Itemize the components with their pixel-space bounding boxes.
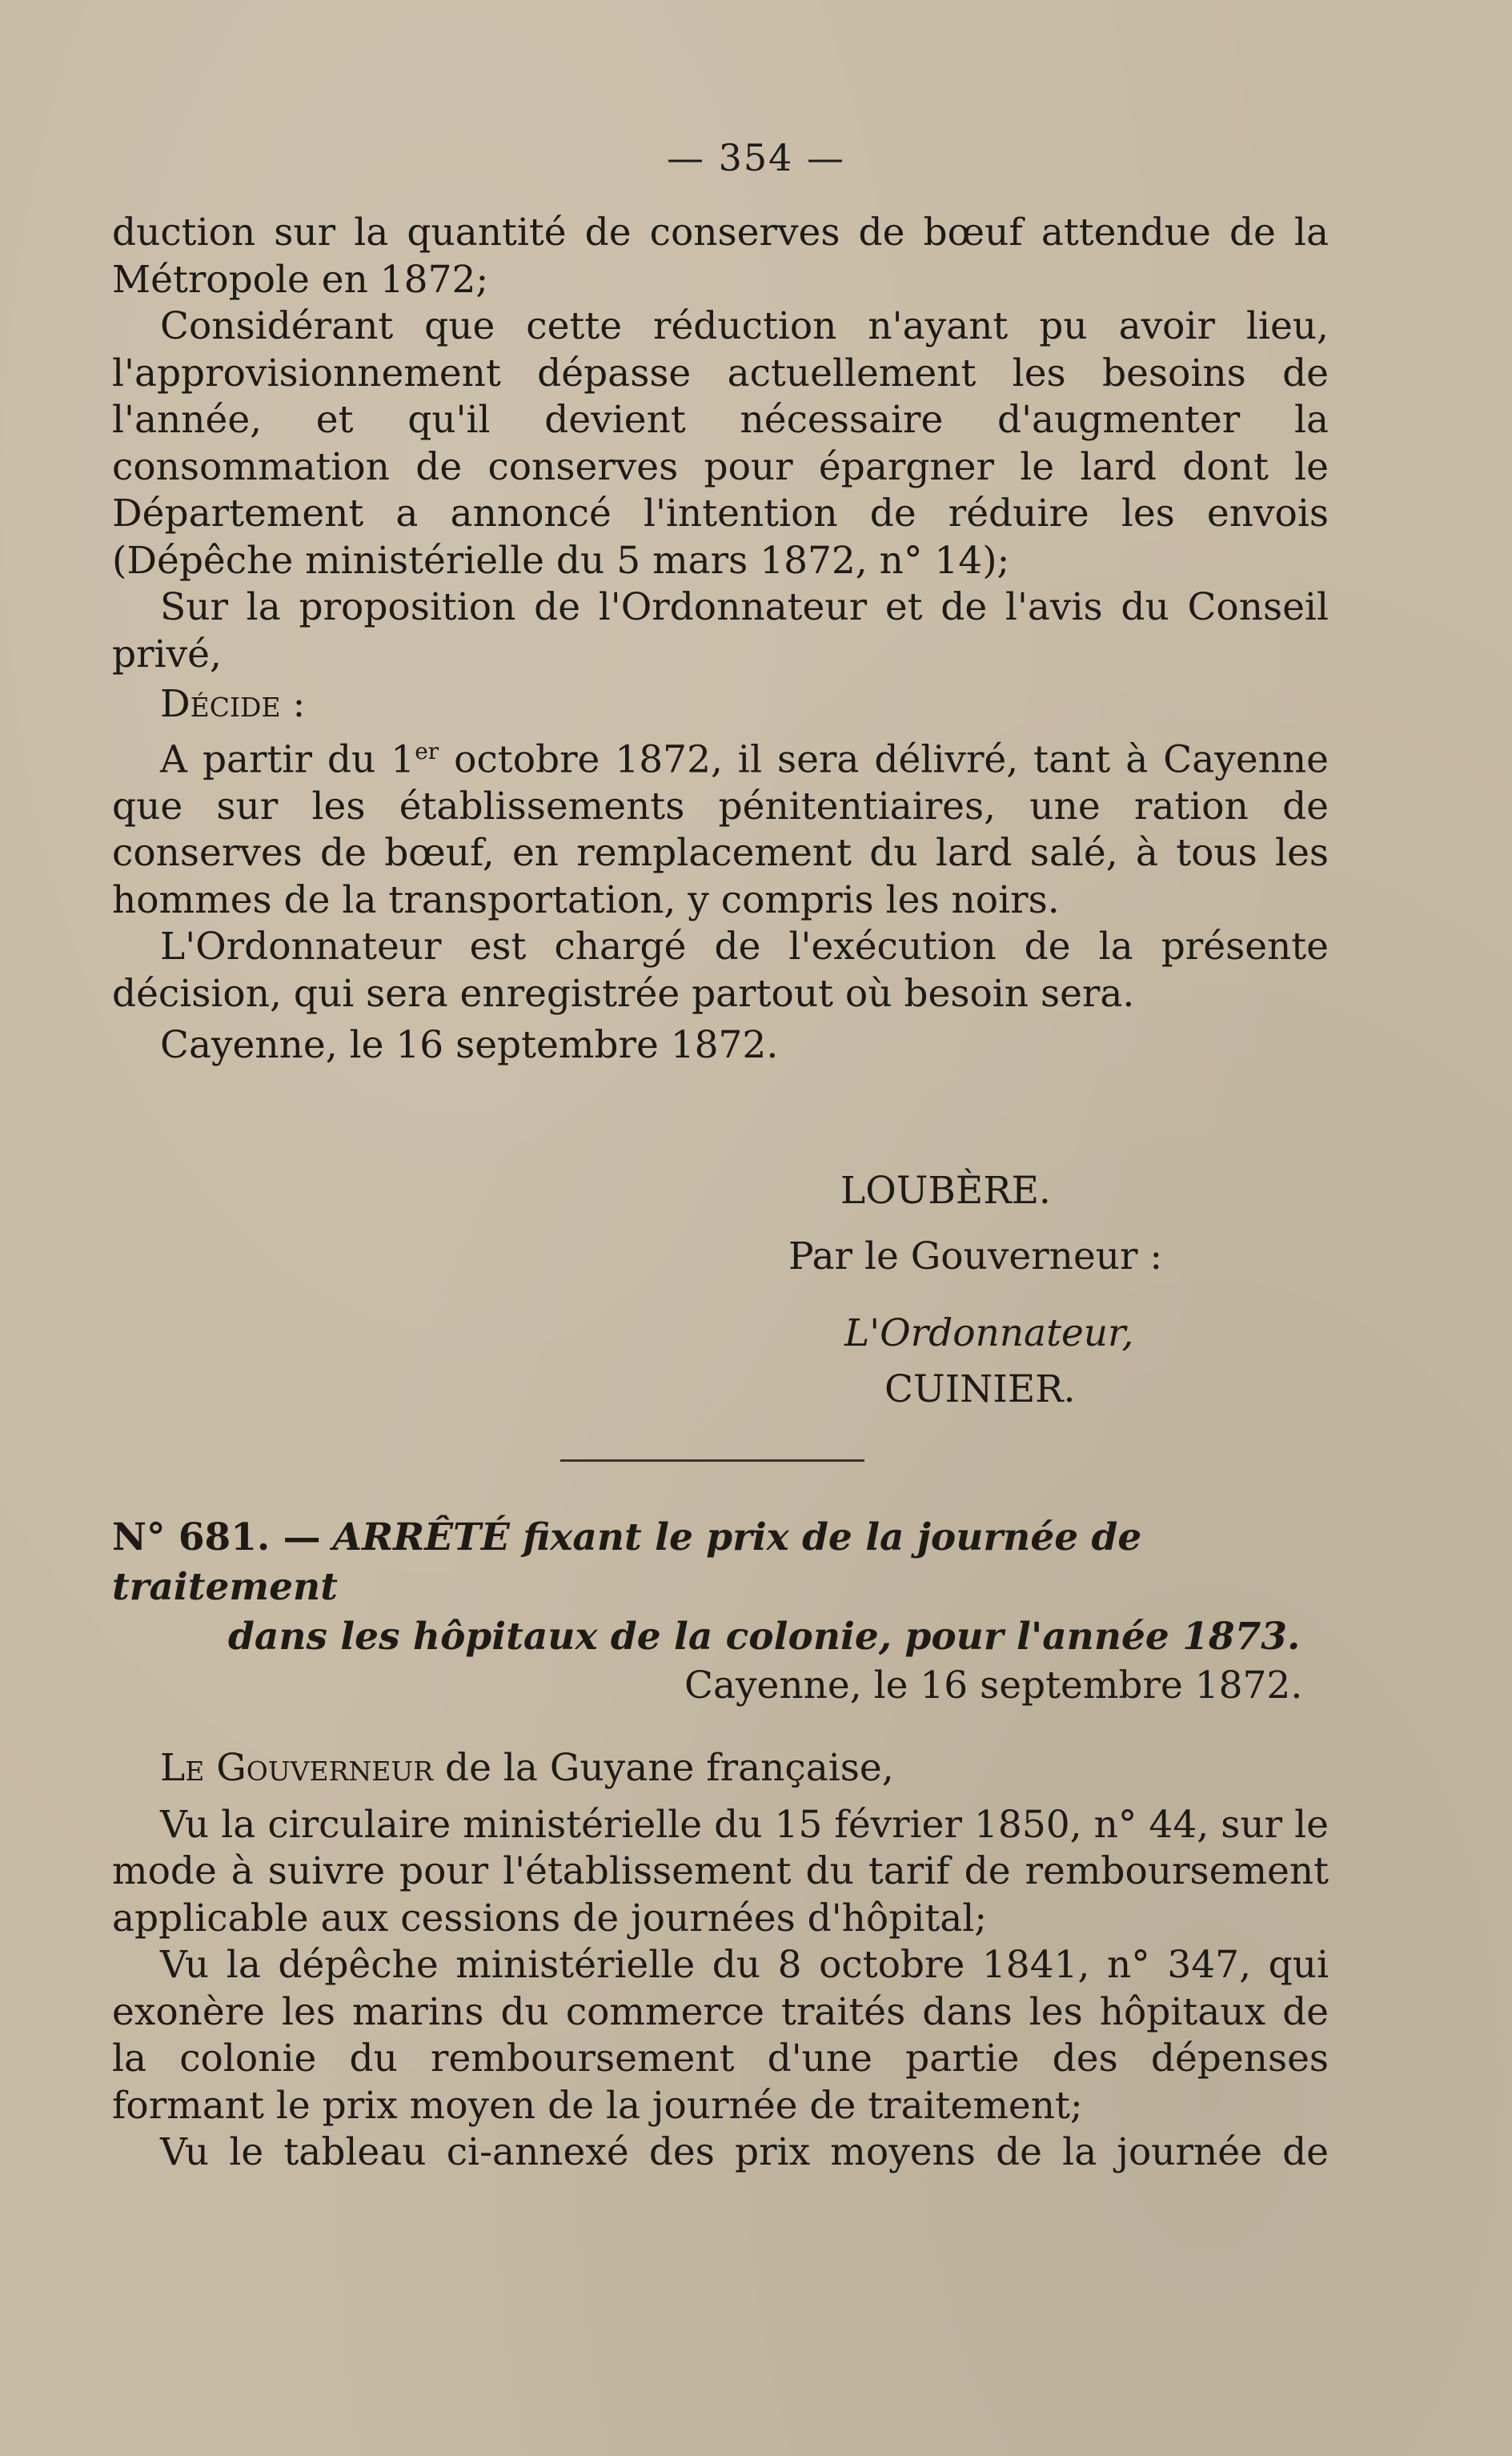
paragraph: Vu la dépêche ministérielle du 8 octobre 1841, n° 347, qui exonère les marins du commerce traités dans les hôpitaux de la colonie du remboursement d'une partie des dépenses formant le prix moyen de la journée de traitement; [112, 1943, 1329, 2128]
page-number: — 354 — [666, 136, 846, 179]
arrete-title-line1: ARRÊTÉ fixant le prix de la journée de traitement [112, 1515, 1142, 1609]
paragraph: Le Gouverneur de la Guyane française, [160, 1746, 894, 1790]
section-divider [560, 1459, 864, 1462]
place-date: Cayenne, le 16 septembre 1872. [160, 1023, 779, 1068]
signature-name: LOUBÈRE. [840, 1169, 1051, 1213]
paragraph: L'Ordonnateur est chargé de l'exécution de la présente décision, qui sera enregistrée partout où besoin sera. [112, 925, 1329, 1016]
paragraph: Vu la circulaire ministérielle du 15 février 1850, n° 44, sur le mode à suivre pour l'établissement du tarif de remboursement applicable aux cessions de journées d'hôpital; [112, 1802, 1329, 1940]
decision-body [112, 210, 1329, 1069]
paragraph: Vu le tableau ci-annexé des prix moyens de la journée de [160, 2130, 1329, 2174]
paragraph: duction sur la quantité de conserves de bœuf attendue de la Métropole en 1872; [112, 211, 1329, 302]
signature-role: L'Ordonnateur, [844, 1311, 1134, 1355]
arrete-heading [112, 1513, 1329, 1662]
arrete-dateline: Cayenne, le 16 septembre 1872. [684, 1663, 1303, 1708]
signature-by: Par le Gouverneur : [788, 1234, 1163, 1278]
decide-heading: Décide : [160, 682, 306, 726]
arrete-title-line2: dans les hôpitaux de la colonie, pour l'année 1873. [228, 1615, 1301, 1659]
paragraph: Sur la proposition de l'Ordonnateur et de l'avis du Conseil privé, [112, 585, 1329, 676]
paragraph: Considérant que cette réduction n'ayant pu avoir lieu, l'approvisionnement dépasse actuellement les besoins de l'année, et qu'il devient nécessaire d'augmenter la consommation de conserves pour épargner le lard dont le Département a annoncé l'intention de réduire les envois (Dépêche ministérielle du 5 mars 1872, n° 14); [112, 304, 1329, 583]
arrete-number: N° 681. — [112, 1515, 321, 1559]
paragraph: A partir du 1er octobre 1872, il sera délivré, tant à Cayenne que sur les établissements pénitentiaires, une ration de conserves de bœuf, en remplacement du lard salé, à tous les hommes de la transportation, y compris les noirs. [112, 737, 1329, 922]
arrete-body [112, 1745, 1329, 2177]
signature-name-2: CUINIER. [884, 1367, 1076, 1411]
